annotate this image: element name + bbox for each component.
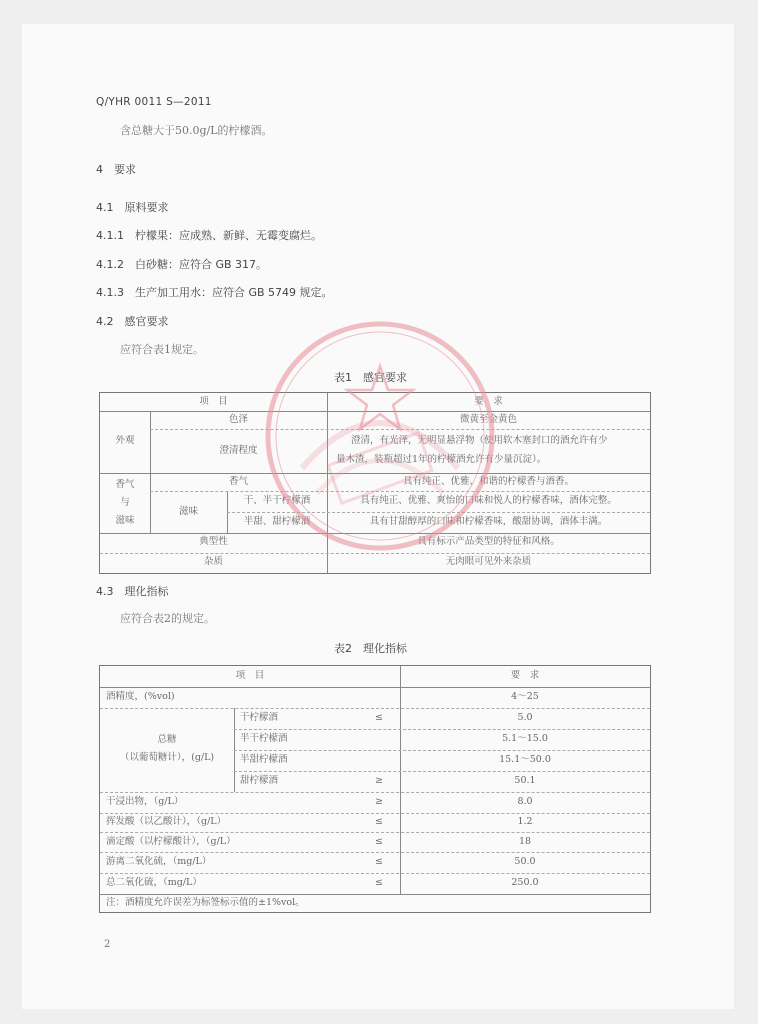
table2-titratable-acid: 滴定酸（以柠檬酸计），（g/L） [106,836,236,847]
table1-appearance: 外观 [115,435,135,446]
table2-sweet-operator: ≥ [375,775,383,786]
table1-taste-dry-requirement: 具有纯正、优雅、爽怡的口味和悦人的柠檬香味，酒体完整。 [360,495,617,506]
table2-physicochemical [99,665,651,913]
table2-total-sugar-unit: （以葡萄糖计），(g/L) [119,752,215,763]
table2-semi-dry: 半干柠檬酒 [240,733,288,744]
table1-clarity-requirement-line1: 澄清，有光泽，无明显悬浮物（使用软木塞封口的酒允许有少 [351,435,608,446]
section-4-3-text: 应符合表2的规定。 [120,612,215,625]
table2-volatile-acid-operator: ≤ [375,816,383,827]
table2-titratable-acid-requirement: 18 [518,836,532,847]
table2-dry-operator: ≤ [375,712,383,723]
table1-aroma-requirement: 具有纯正、优雅、和谐的柠檬香与酒香。 [402,476,574,487]
section-4-2-text: 应符合表1规定。 [120,343,204,356]
section-4-heading: 4 要求 [96,163,136,176]
table2-dry: 干柠檬酒 [240,712,279,723]
table2-semi-sweet: 半甜柠檬酒 [240,754,288,765]
table2-sweet: 甜柠檬酒 [240,775,279,786]
table2-titratable-acid-operator: ≤ [375,836,383,847]
table2-free-so2: 游离二氧化硫，（mg/L） [106,856,212,867]
table1-impurity-requirement: 无肉眼可见外来杂质 [445,556,532,567]
table1-taste-sweet: 半甜、甜柠檬酒 [243,516,311,527]
table1-taste: 滋味 [178,506,198,517]
table1-header-item: 项 目 [199,396,228,407]
table2-volatile-acid-requirement: 1.2 [517,816,533,827]
table1-typicality: 典型性 [199,536,228,547]
table1-sensory [99,392,651,574]
table2-total-sugar: 总糖 [157,734,177,745]
table1-aroma-taste-2: 与 [120,497,130,508]
section-4-1-2: 4.1.2 白砂糖：应符合 GB 317。 [96,258,268,271]
table1-clarity: 澄清程度 [219,445,258,456]
table2-dry-extract-operator: ≥ [375,796,383,807]
document-code: Q/YHR 0011 S—2011 [96,96,212,108]
table1-impurity: 杂质 [203,556,223,567]
table1-taste-dry: 干、半干柠檬酒 [243,495,311,506]
table2-free-so2-operator: ≤ [375,856,383,867]
table2-total-so2-requirement: 250.0 [511,877,539,888]
page-number: 2 [104,939,111,950]
section-4-1-3: 4.1.3 生产加工用水：应符合 GB 5749 规定。 [96,286,333,299]
table1-aroma: 香气 [228,476,248,487]
table2-volatile-acid: 挥发酸（以乙酸计），（g/L） [106,816,227,827]
table1-taste-sweet-requirement: 具有甘甜醇厚的口味和柠檬香味，酸甜协调，酒体丰满。 [369,516,608,527]
table2-header-item: 项 目 [235,670,265,681]
table2-caption: 表2 理化指标 [334,642,407,655]
table1-color: 色泽 [228,414,248,425]
table1-caption: 表1 感官要求 [334,371,407,384]
table1-aroma-taste-3: 滋味 [115,515,135,526]
table2-free-so2-requirement: 50.0 [514,856,536,867]
table1-header-requirement: 要 求 [474,396,503,407]
section-4-1-heading: 4.1 原料要求 [96,201,169,214]
table2-semi-sweet-requirement: 15.1～50.0 [499,754,551,765]
table1-typicality-requirement: 具有标示产品类型的特征和风格。 [417,536,560,547]
table2-alcohol: 酒精度，(%vol) [106,691,175,702]
section-4-1-1: 4.1.1 柠檬果：应成熟、新鲜、无霉变腐烂。 [96,229,322,242]
table2-dry-requirement: 5.0 [517,712,533,723]
intro-line: 含总糖大于50.0g/L的柠檬酒。 [120,124,273,137]
table2-semi-dry-requirement: 5.1～15.0 [502,733,548,744]
table2-dry-extract-requirement: 8.0 [517,796,533,807]
table2-total-so2: 总二氧化硫，（mg/L） [106,877,202,888]
table1-aroma-taste-1: 香气 [115,479,135,490]
table2-header-requirement: 要 求 [510,670,540,681]
table2-note: 注：酒精度允许误差为标签标示值的±1%vol。 [106,897,305,908]
table2-sweet-requirement: 50.1 [514,775,536,786]
table1-clarity-requirement-line2: 量木渣，装瓶超过1年的柠檬酒允许有少量沉淀）。 [336,454,547,465]
table2-dry-extract: 干浸出物，（g/L） [106,796,184,807]
table2-total-so2-operator: ≤ [375,877,383,888]
section-4-3-heading: 4.3 理化指标 [96,585,169,598]
table1-color-requirement: 微黄至金黄色 [459,414,517,425]
section-4-2-heading: 4.2 感官要求 [96,315,169,328]
table2-alcohol-requirement: 4～25 [511,691,539,702]
